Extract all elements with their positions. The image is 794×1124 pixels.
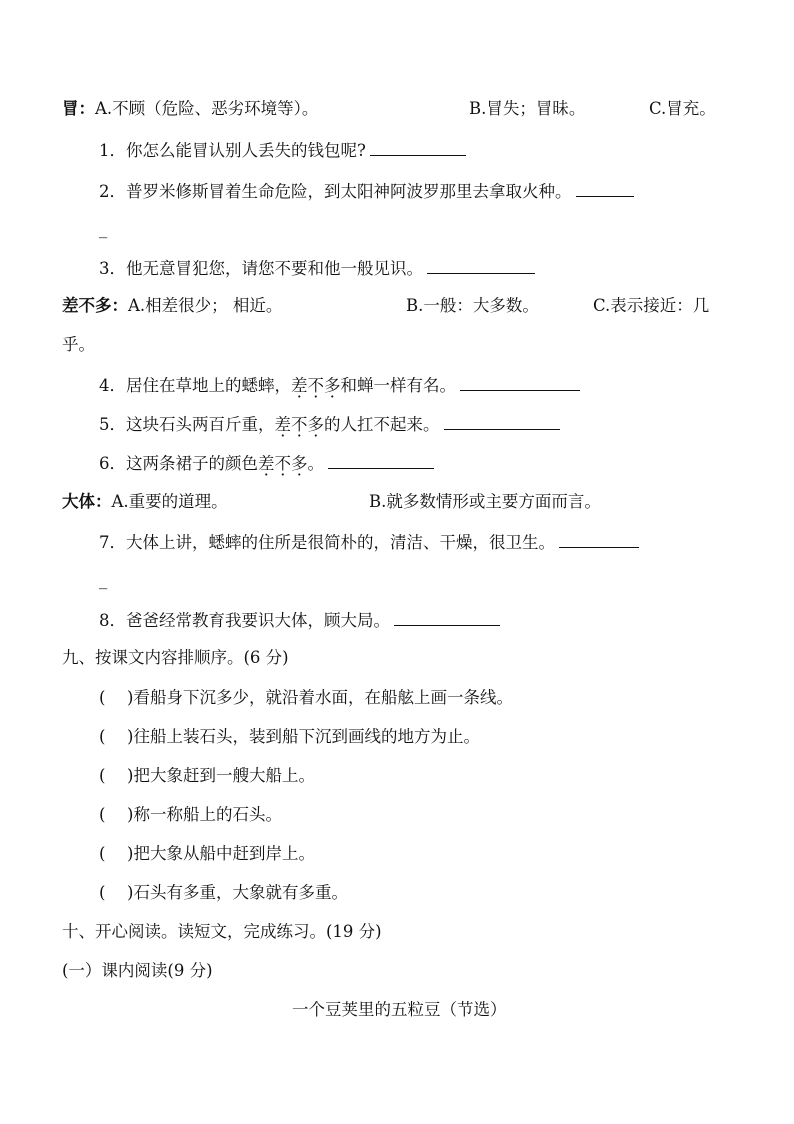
chabuduo-definition-line bbox=[62, 294, 282, 318]
paren-open: ( bbox=[99, 883, 106, 902]
dati-term: 大体： bbox=[62, 492, 112, 511]
order-item-text: 称一称船上的石头。 bbox=[133, 805, 282, 824]
order-answer-slot[interactable]: ) bbox=[127, 727, 134, 746]
order-item-text: 往船上装石头，装到船下沉到画线的地方为止。 bbox=[133, 727, 480, 746]
answer-blank-1[interactable] bbox=[370, 137, 466, 156]
question-6-pre: 6．这两条裙子的颜色 bbox=[99, 454, 258, 473]
question-5-pre: 5．这块石头两百斤重， bbox=[99, 415, 275, 434]
question-4-post: 和蝉一样有名。 bbox=[340, 376, 456, 395]
question-3 bbox=[99, 255, 535, 281]
emphasis-char: 不 bbox=[307, 376, 324, 395]
answer-blank-4[interactable] bbox=[460, 372, 580, 391]
order-item bbox=[99, 686, 513, 710]
question-2-overflow: _ bbox=[99, 219, 108, 238]
question-8-text: 8．爸爸经常教育我要识大体，顾大局。 bbox=[99, 611, 390, 630]
section-9-title: 九、按课文内容排顺序。(6 分) bbox=[62, 648, 289, 667]
paren-open: ( bbox=[99, 688, 106, 707]
question-5 bbox=[99, 411, 560, 437]
question-3-text: 3．他无意冒犯您，请您不要和他一般见识。 bbox=[99, 259, 423, 278]
question-5-post: 的人扛不起来。 bbox=[324, 415, 440, 434]
answer-blank-7[interactable] bbox=[559, 529, 639, 548]
order-item-text: 把大象赶到一艘大船上。 bbox=[133, 766, 315, 785]
chabuduo-def-a: A.相差很少； 相近。 bbox=[128, 296, 283, 315]
section-10-subtitle: (一）课内阅读(9 分) bbox=[62, 961, 213, 980]
order-answer-slot[interactable]: ) bbox=[127, 844, 134, 863]
order-item bbox=[99, 881, 348, 905]
question-1 bbox=[99, 137, 466, 163]
answer-blank-6[interactable] bbox=[328, 450, 434, 469]
passage-title: 一个豆荚里的五粒豆（节选） bbox=[292, 1000, 507, 1019]
mao-definition-line bbox=[62, 97, 318, 121]
paren-open: ( bbox=[99, 844, 106, 863]
dati-definition-line bbox=[62, 490, 228, 514]
order-item bbox=[99, 803, 282, 827]
answer-blank-3[interactable] bbox=[427, 255, 535, 274]
question-2 bbox=[99, 178, 634, 204]
paren-open: ( bbox=[99, 727, 106, 746]
question-4-pre: 4．居住在草地上的蟋蟀， bbox=[99, 376, 291, 395]
paren-open: ( bbox=[99, 766, 106, 785]
order-answer-slot[interactable]: ) bbox=[127, 805, 134, 824]
dati-def-a: A.重要的道理。 bbox=[111, 492, 228, 511]
emphasis-char: 差 bbox=[258, 454, 275, 473]
chabuduo-def-c-wrap: 乎。 bbox=[62, 335, 95, 354]
question-7-overflow: _ bbox=[99, 570, 108, 589]
chabuduo-def-c: C.表示接近：几 bbox=[593, 296, 710, 315]
answer-blank-5[interactable] bbox=[444, 411, 560, 430]
order-answer-slot[interactable]: ) bbox=[127, 766, 134, 785]
emphasis-char: 多 bbox=[324, 376, 341, 395]
mao-def-c: C.冒充。 bbox=[649, 99, 716, 118]
question-1-text: 1．你怎么能冒认别人丢失的钱包呢? bbox=[99, 141, 366, 160]
emphasis-char: 不 bbox=[291, 415, 308, 434]
order-item-text: 把大象从船中赶到岸上。 bbox=[133, 844, 315, 863]
dati-def-b: B.就多数情形或主要方面而言。 bbox=[369, 492, 601, 511]
order-answer-slot[interactable]: ) bbox=[127, 688, 134, 707]
emphasis-char: 差 bbox=[291, 376, 308, 395]
order-item-text: 石头有多重，大象就有多重。 bbox=[133, 883, 348, 902]
question-7 bbox=[99, 529, 639, 555]
answer-blank-2[interactable] bbox=[576, 178, 634, 197]
emphasis-char: 不 bbox=[274, 454, 291, 473]
paren-open: ( bbox=[99, 805, 106, 824]
question-8 bbox=[99, 607, 500, 633]
order-item bbox=[99, 725, 480, 749]
section-10-title: 十、开心阅读。读短文，完成练习。(19 分) bbox=[62, 922, 382, 941]
question-4 bbox=[99, 372, 580, 398]
emphasis-char: 差 bbox=[274, 415, 291, 434]
question-7-text: 7．大体上讲，蟋蟀的住所是很简朴的，清洁、干燥，很卫生。 bbox=[99, 533, 555, 552]
mao-def-b: B.冒失；冒昧。 bbox=[469, 99, 586, 118]
chabuduo-term: 差不多： bbox=[62, 296, 128, 315]
order-item bbox=[99, 842, 315, 866]
answer-blank-8[interactable] bbox=[394, 607, 500, 626]
mao-term: 冒： bbox=[62, 99, 95, 118]
order-item bbox=[99, 764, 315, 788]
mao-def-a: A.不顾（危险、恶劣环境等）。 bbox=[95, 99, 319, 118]
question-6 bbox=[99, 450, 434, 476]
chabuduo-def-b: B.一般：大多数。 bbox=[406, 296, 539, 315]
emphasis-char: 多 bbox=[307, 415, 324, 434]
question-2-text: 2．普罗米修斯冒着生命危险，到太阳神阿波罗那里去拿取火种。 bbox=[99, 182, 572, 201]
question-6-post: 。 bbox=[307, 454, 324, 473]
emphasis-char: 多 bbox=[291, 454, 308, 473]
order-item-text: 看船身下沉多少，就沿着水面，在船舷上画一条线。 bbox=[133, 688, 513, 707]
order-answer-slot[interactable]: ) bbox=[127, 883, 134, 902]
